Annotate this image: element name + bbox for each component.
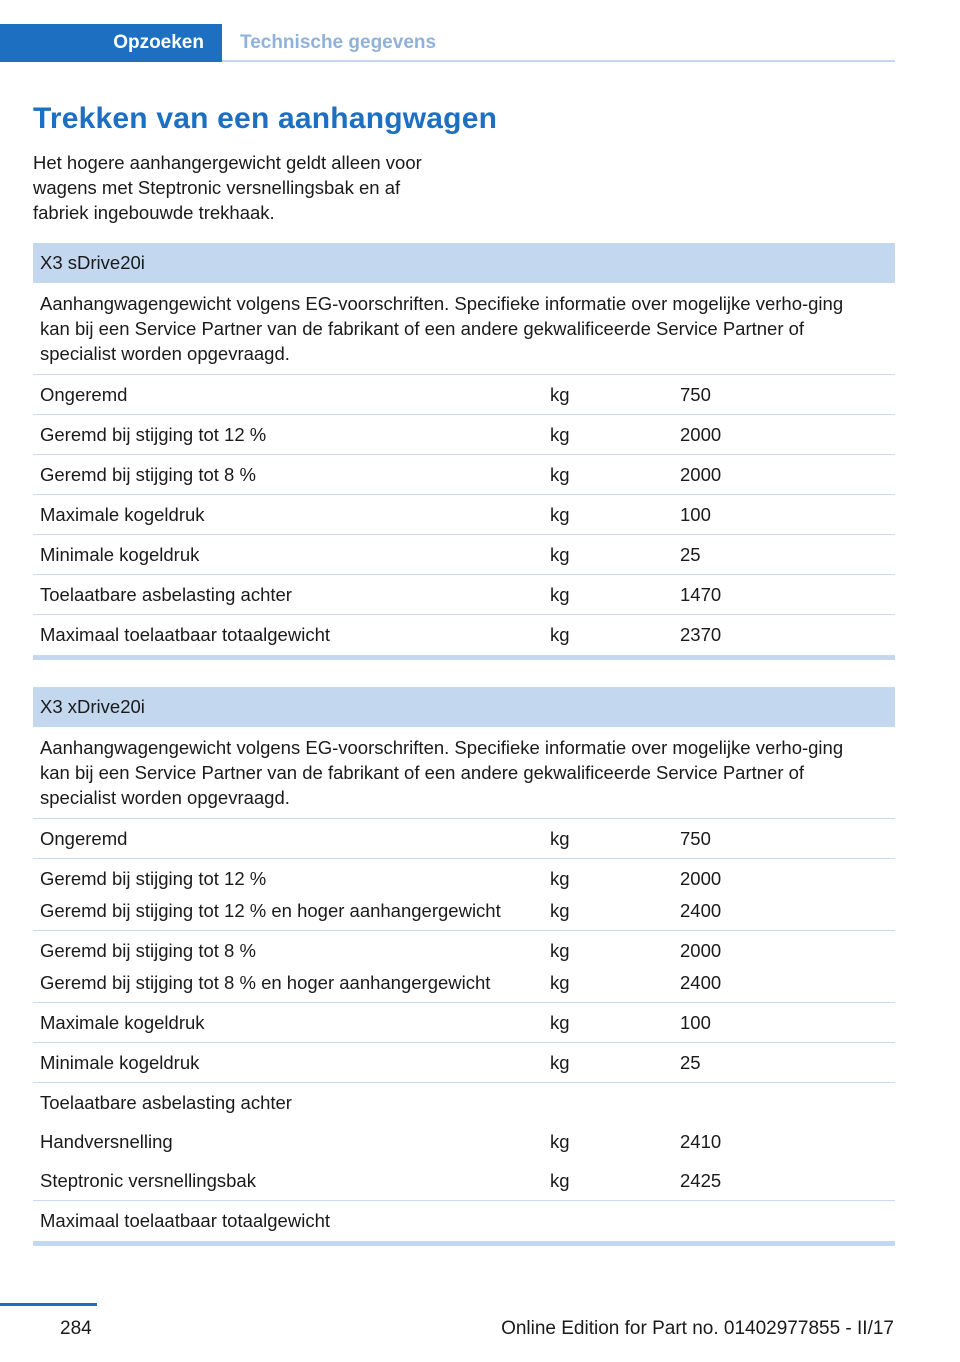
row-label: Minimale kogeldruk: [40, 1051, 200, 1073]
row-value: 2370: [680, 624, 722, 645]
table-note: Aanhangwagengewicht volgens EG-voorschriften. Specifieke informatie over mogelijke verho-ging kan bij een Service Partner van de fabrikant of een andere gekwalificeerde Service Partner of specialist worden opgevraagd.: [33, 283, 895, 375]
row-label: Toelaatbare asbelasting achter: [40, 1091, 292, 1113]
row-value: 25: [680, 543, 701, 565]
row-value: 100: [680, 1011, 711, 1033]
row-label: Geremd bij stijging tot 8 %: [40, 463, 256, 485]
row-label: Ongeremd: [40, 383, 128, 405]
table-row: [33, 495, 895, 535]
table-row: [33, 415, 895, 455]
table-row: [33, 1122, 895, 1161]
table-row: [33, 615, 895, 655]
row-unit: kg: [550, 867, 570, 889]
row-label: Maximaal toelaatbaar totaalgewicht: [40, 624, 330, 645]
intro-text: Het hogere aanhangergewicht geldt alleen voor wagens met Steptronic versnellingsbak en af fabriek ingebouwde trekhaak.: [33, 152, 422, 223]
row-unit: kg: [550, 899, 570, 921]
row-unit: kg: [550, 463, 570, 485]
row-value: 2425: [680, 1169, 722, 1191]
table-row: [33, 819, 895, 859]
row-label: Minimale kogeldruk: [40, 543, 200, 565]
table-row: [33, 1083, 895, 1122]
row-label: Toelaatbare asbelasting achter: [40, 583, 292, 605]
table-row: [33, 1043, 895, 1083]
row-label: Geremd bij stijging tot 12 %: [40, 867, 267, 889]
row-unit: kg: [550, 1169, 570, 1191]
table-row: [33, 375, 895, 415]
row-value: 2000: [680, 463, 722, 485]
row-value: 2000: [680, 423, 722, 445]
row-value: 2400: [680, 971, 722, 993]
edition-note: Online Edition for Part no. 01402977855 - II/17: [501, 1318, 894, 1339]
tab-technische-gegevens[interactable]: Technische gegevens: [240, 32, 437, 53]
table-row: [33, 859, 895, 931]
table-header: X3 sDrive20i: [33, 243, 895, 283]
tab-bar: [0, 24, 895, 62]
row-value: 2410: [680, 1130, 722, 1152]
table-row: [33, 1201, 895, 1241]
footer-rule: [0, 1303, 97, 1306]
row-unit: kg: [550, 383, 570, 405]
row-label: Handversnelling: [40, 1130, 173, 1152]
row-unit: kg: [550, 971, 570, 993]
table-row: [33, 535, 895, 575]
row-label: Maximale kogeldruk: [40, 503, 205, 525]
tab-opzoeken[interactable]: Opzoeken: [0, 24, 222, 62]
row-label: Geremd bij stijging tot 8 % en hoger aanhangergewicht: [40, 971, 491, 993]
row-unit: kg: [550, 1130, 570, 1152]
row-value: 100: [680, 503, 711, 525]
table-row: [33, 455, 895, 495]
row-unit: kg: [550, 1051, 570, 1073]
row-unit: kg: [550, 543, 570, 565]
page-title: Trekken van een aanhangwagen: [33, 102, 498, 135]
row-value: 2000: [680, 867, 722, 889]
table-note: Aanhangwagengewicht volgens EG-voorschriften. Specifieke informatie over mogelijke verho-ging kan bij een Service Partner van de fabrikant of een andere gekwalificeerde Service Partner of specialist worden opgevraagd.: [33, 727, 895, 819]
row-label: Maximale kogeldruk: [40, 1011, 205, 1033]
table-header: X3 xDrive20i: [33, 687, 895, 727]
row-label: Ongeremd: [40, 827, 128, 849]
row-value: 25: [680, 1051, 701, 1073]
row-label: Maximaal toelaatbaar totaalgewicht: [40, 1210, 330, 1231]
table-row: [33, 1003, 895, 1043]
row-unit: kg: [550, 583, 570, 605]
spec-table-xdrive20i: [33, 687, 895, 1246]
row-unit: kg: [550, 624, 570, 645]
row-label: Geremd bij stijging tot 12 %: [40, 423, 267, 445]
table-row: [33, 575, 895, 615]
row-value: 2000: [680, 939, 722, 961]
row-label: Steptronic versnellingsbak: [40, 1169, 256, 1191]
spec-table-sdrive20i: [33, 243, 895, 660]
table-row: [33, 931, 895, 1003]
row-value: 750: [680, 827, 711, 849]
row-unit: kg: [550, 939, 570, 961]
row-value: 750: [680, 383, 711, 405]
row-label: Geremd bij stijging tot 8 %: [40, 939, 256, 961]
row-label: Geremd bij stijging tot 12 % en hoger aanhangergewicht: [40, 899, 501, 921]
row-unit: kg: [550, 1011, 570, 1033]
row-value: 2400: [680, 899, 722, 921]
row-unit: kg: [550, 503, 570, 525]
table-row: [33, 1161, 895, 1201]
row-unit: kg: [550, 423, 570, 445]
row-value: 1470: [680, 583, 722, 605]
page-number: 284: [60, 1318, 92, 1339]
row-unit: kg: [550, 827, 570, 849]
